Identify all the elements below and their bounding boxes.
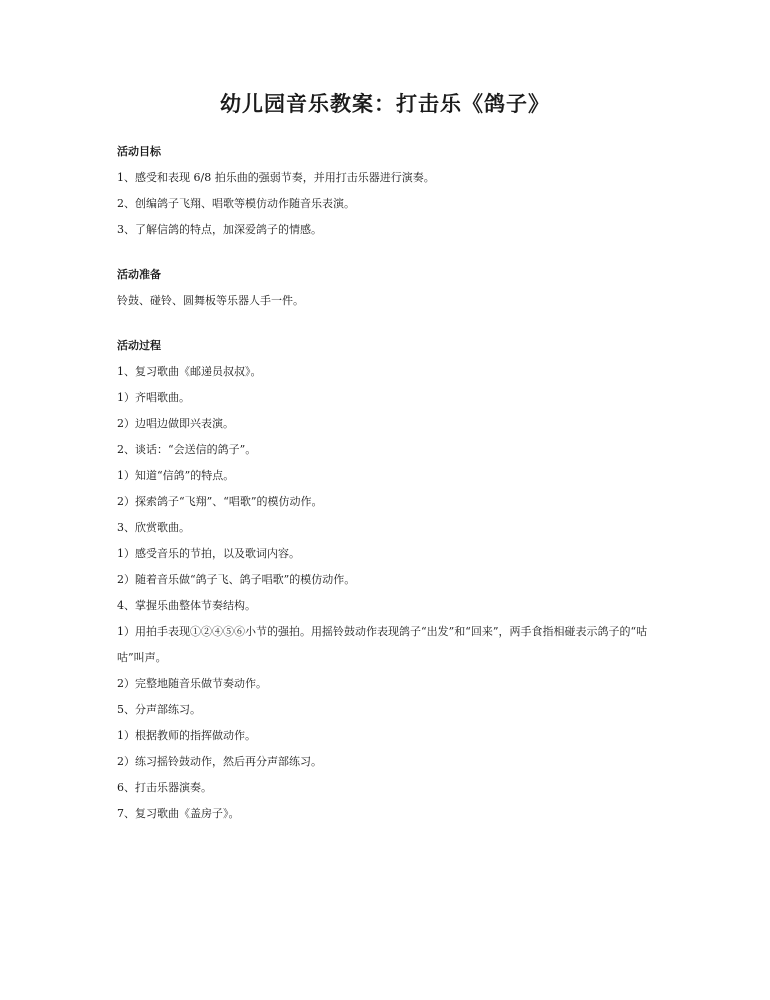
paragraph: 2）边唱边做即兴表演。 [117, 417, 234, 430]
paragraph: 2）完整地随音乐做节奏动作。 [117, 677, 267, 690]
paragraph: 6、打击乐器演奏。 [117, 781, 212, 794]
paragraph: 铃鼓、碰铃、圆舞板等乐器人手一件。 [117, 294, 304, 307]
paragraph: 1）根据教师的指挥做动作。 [117, 729, 256, 742]
paragraph: 2）随着音乐做“鸽子飞、鸽子唱歌”的模仿动作。 [117, 573, 356, 586]
section-heading: 活动过程 [117, 339, 161, 352]
paragraph: 4、掌握乐曲整体节奏结构。 [117, 599, 256, 612]
paragraph: 2、创编鸽子飞翔、唱歌等模仿动作随音乐表演。 [117, 197, 355, 210]
paragraph: 5、分声部练习。 [117, 703, 201, 716]
paragraph: 2）探索鸽子“飞翔”、“唱歌”的模仿动作。 [117, 495, 323, 508]
paragraph: 1）齐唱歌曲。 [117, 391, 190, 404]
document-title: 幼儿园音乐教案：打击乐《鸽子》 [220, 91, 550, 116]
section-preparation [117, 267, 657, 309]
paragraph: 1）用拍手表现①②④⑤⑥小节的强拍。用摇铃鼓动作表现鸽子“出发”和“回来”，两手食指相碰表示鸽子的“咕咕”叫声。 [117, 625, 648, 664]
paragraph: 2）练习摇铃鼓动作，然后再分声部练习。 [117, 755, 322, 768]
section-heading: 活动准备 [117, 268, 161, 281]
paragraph: 1、感受和表现 6/8 拍乐曲的强弱节奏，并用打击乐器进行演奏。 [117, 171, 435, 184]
paragraph: 7、复习歌曲《盖房子》。 [117, 807, 240, 820]
paragraph: 1）感受音乐的节拍，以及歌词内容。 [117, 547, 300, 560]
section-process [117, 338, 657, 822]
paragraph: 1）知道“信鸽”的特点。 [117, 469, 235, 482]
section-heading: 活动目标 [117, 145, 161, 158]
paragraph: 3、了解信鸽的特点，加深爱鸽子的情感。 [117, 223, 322, 236]
paragraph: 3、欣赏歌曲。 [117, 521, 190, 534]
paragraph: 1、复习歌曲《邮递员叔叔》。 [117, 365, 262, 378]
section-goals [117, 144, 657, 238]
document-body [117, 144, 657, 822]
paragraph: 2、谈话：“会送信的鸽子”。 [117, 443, 257, 456]
